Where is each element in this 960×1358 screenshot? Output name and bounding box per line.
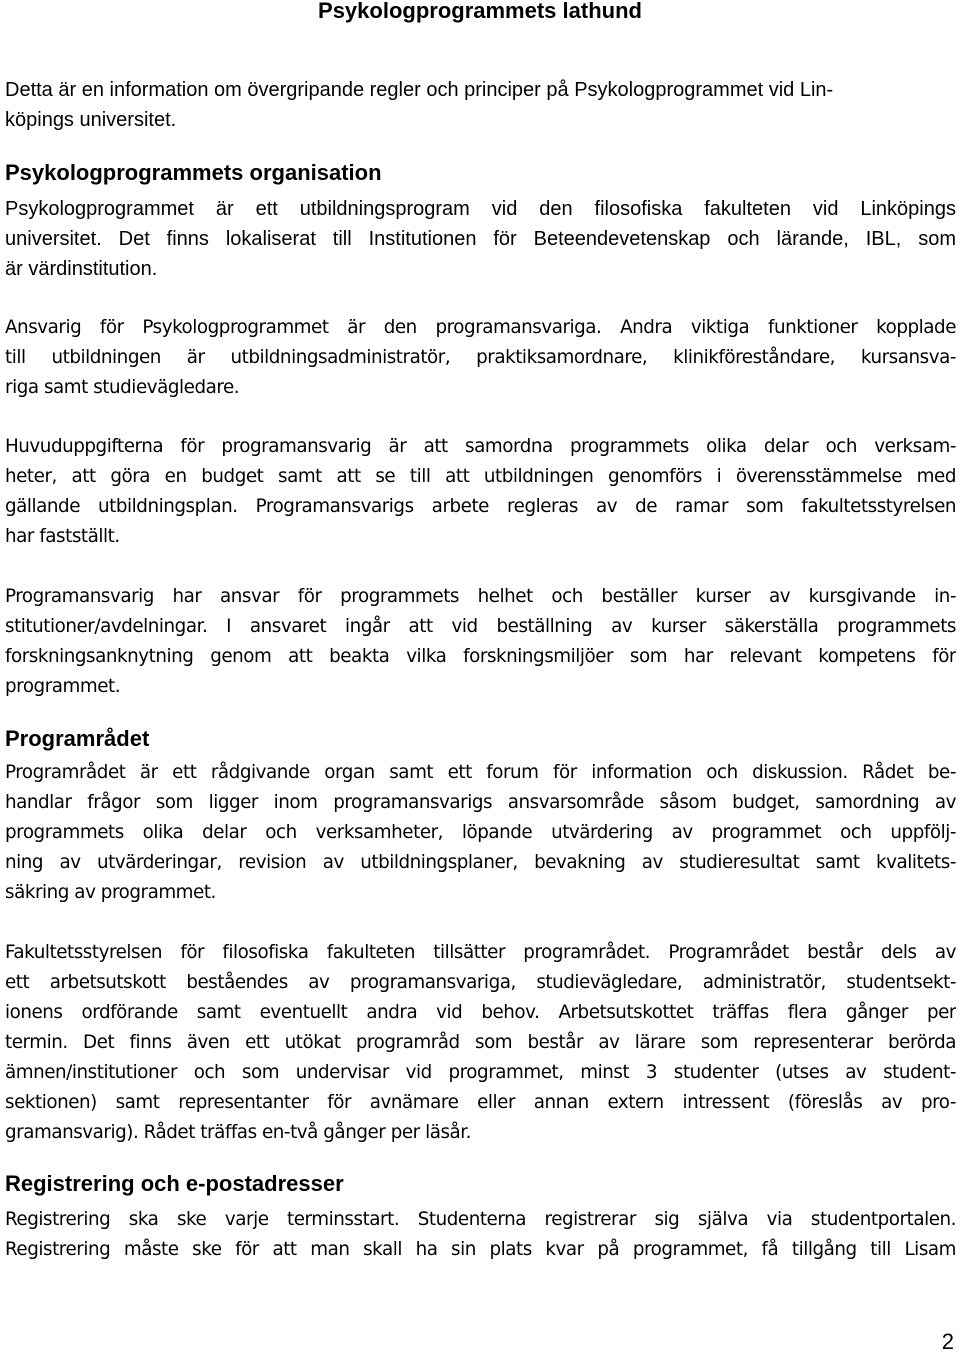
text-line: gramansvarig). Rådet träffas en-två gånger per läsår. xyxy=(5,1122,472,1143)
text-line: universitet. Det finns lokaliserat till Institutionen för Beteendevetenskap och lärande, IBL, som xyxy=(5,228,956,250)
programradet-paragraph-1 xyxy=(5,758,956,908)
organisation-paragraph-1 xyxy=(5,194,956,284)
text-line: programmets olika delar och verksamheter, löpande utvärdering av programmet och uppfölj- xyxy=(5,822,956,843)
text-line: Fakultetsstyrelsen för filosofiska fakulteten tillsätter programrådet. Programrådet består dels av xyxy=(5,942,956,963)
text-line: Ansvarig för Psykologprogrammet är den programansvariga. Andra viktiga funktioner kopplade xyxy=(5,317,956,338)
organisation-paragraph-3 xyxy=(5,432,956,552)
text-line: gällande utbildningsplan. Programansvarigs arbete regleras av de ramar som fakultetsstyrelsen xyxy=(5,496,956,517)
text-line: handlar frågor som ligger inom programansvarigs ansvarsområde såsom budget, samordning av xyxy=(5,792,956,813)
text-line: ionens ordförande samt eventuellt andra vid behov. Arbetsutskottet träffas flera gånger per xyxy=(5,1002,956,1023)
text-line: Programansvarig har ansvar för programmets helhet och beställer kurser av kursgivande in- xyxy=(5,586,956,607)
organisation-paragraph-4 xyxy=(5,582,956,702)
text-line: är värdinstitution. xyxy=(5,258,158,280)
text-line: köpings universitet. xyxy=(5,109,177,131)
text-line: Psykologprogrammet är ett utbildningsprogram vid den filosofiska fakulteten vid Linköpings xyxy=(5,198,956,220)
text-line: ning av utvärderingar, revision av utbildningsplaner, bevakning av studieresultat samt kvalitets- xyxy=(5,852,956,873)
text-line: säkring av programmet. xyxy=(5,882,216,903)
text-line: riga samt studievägledare. xyxy=(5,377,240,398)
page-number: 2 xyxy=(941,1329,954,1354)
text-line: ämnen/institutioner och som undervisar vid programmet, minst 3 studenter (utses av student- xyxy=(5,1062,956,1083)
text-line: forskningsanknytning genom att beakta vilka forskningsmiljöer som har relevant kompetens för xyxy=(5,646,956,667)
registrering-paragraph-1 xyxy=(5,1205,956,1265)
text-line: Registrering måste ske för att man skall ha sin plats kvar på programmet, få tillgång till Lisam xyxy=(5,1239,956,1260)
text-line: stitutioner/avdelningar. I ansvaret ingår att vid beställning av kurser säkerställa programmets xyxy=(5,616,956,637)
text-line: Programrådet är ett rådgivande organ samt ett forum för information och diskussion. Rådet be- xyxy=(5,762,956,783)
intro-paragraph xyxy=(5,75,956,135)
section-heading-programradet: Programrådet xyxy=(5,726,150,751)
programradet-paragraph-2 xyxy=(5,938,956,1148)
text-line: programmet. xyxy=(5,676,121,697)
text-line: Detta är en information om övergripande regler och principer på Psykologprogrammet vid Lin- xyxy=(5,79,834,101)
text-line: Huvuduppgifterna för programansvarig är att samordna programmets olika delar och verksam- xyxy=(5,436,956,457)
section-heading-organisation: Psykologprogrammets organisation xyxy=(5,160,382,185)
text-line: till utbildningen är utbildningsadministratör, praktiksamordnare, klinikföreståndare, kursansva- xyxy=(5,347,956,368)
text-line: har fastställt. xyxy=(5,526,120,547)
text-line: sektionen) samt representanter för avnämare eller annan extern intressent (föreslås av pro- xyxy=(5,1092,956,1113)
text-line: ett arbetsutskott beståendes av programansvariga, studievägledare, administratör, studentsekt- xyxy=(5,972,956,993)
text-line: termin. Det finns även ett utökat programråd som består av lärare som representerar berörda xyxy=(5,1032,956,1053)
text-line: heter, att göra en budget samt att se till att utbildningen genomförs i överensstämmelse med xyxy=(5,466,956,487)
organisation-paragraph-2 xyxy=(5,313,956,403)
text-line: Registrering ska ske varje terminsstart. Studenterna registrerar sig själva via studentportalen. xyxy=(5,1209,956,1230)
document-title: Psykologprogrammets lathund xyxy=(318,0,642,23)
section-heading-registrering: Registrering och e-postadresser xyxy=(5,1171,344,1196)
